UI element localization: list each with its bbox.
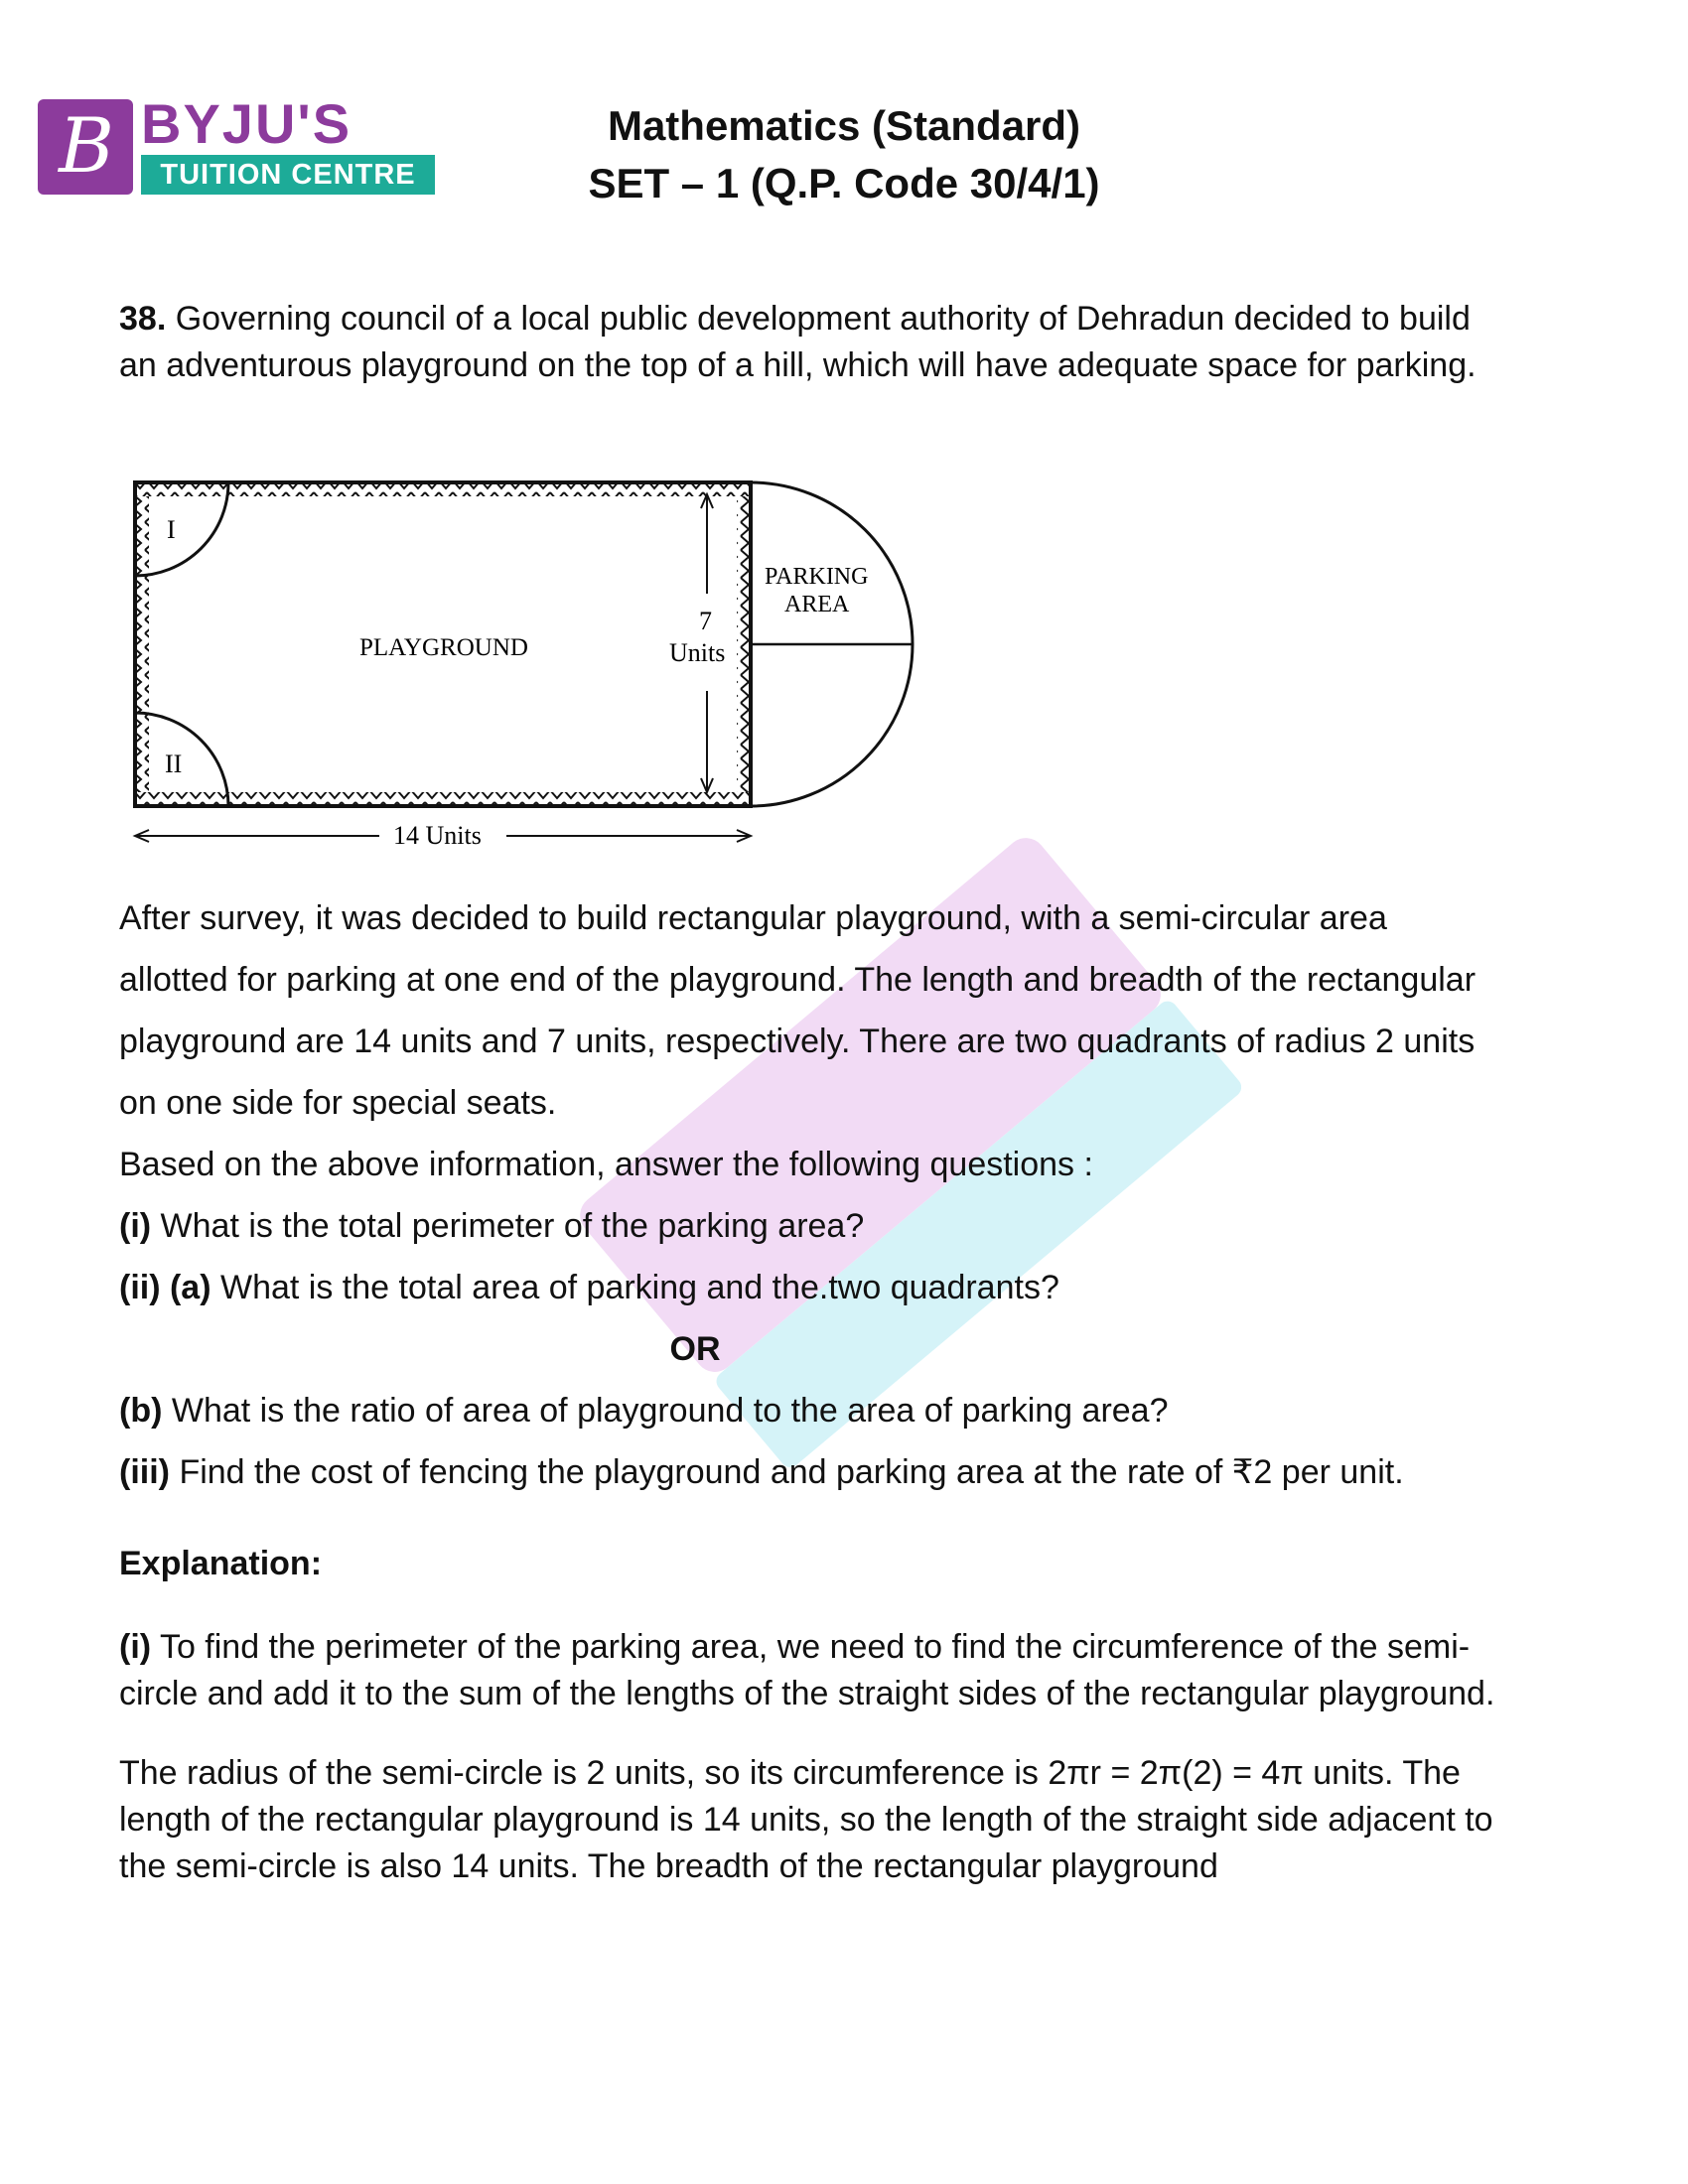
- sub-question-3-label: (iii): [119, 1453, 170, 1491]
- sub-question-1-text: What is the total perimeter of the parking area?: [160, 1207, 865, 1245]
- or-separator: OR: [669, 1330, 721, 1368]
- title-line-2: SET – 1 (Q.P. Code 30/4/1): [588, 160, 1100, 206]
- diagram-svg: [119, 467, 943, 854]
- fence-right: [737, 496, 749, 792]
- logo-letter-icon: B: [59, 101, 114, 190]
- label-quadrant-1: I: [167, 515, 176, 544]
- question-intro: [119, 296, 1499, 389]
- label-parking-1: PARKING: [765, 564, 869, 590]
- label-height-2: Units: [669, 638, 726, 667]
- sub-question-2a: [119, 1257, 1499, 1318]
- question-number: 38.: [119, 300, 167, 338]
- logo-brand: BYJU'S: [141, 92, 352, 155]
- sub-question-2b: [119, 1380, 1499, 1441]
- sub-question-3: [119, 1441, 1499, 1503]
- label-quadrant-2: II: [165, 750, 183, 778]
- explanation-paragraph-2: The radius of the semi-circle is 2 units, so its circumference is 2πr = 2π(2) = 4π units. The length of the rectangular playground is 14 units, so the length of the straight side adjacent to the semi-circle is also 14 units. The breadth of the rectangular playground: [119, 1754, 1493, 1885]
- playground-diagram: [119, 467, 943, 854]
- quadrant-1-arc: [135, 482, 228, 576]
- explanation-p1-text: To find the perimeter of the parking area, we need to find the circumference of the semi-circle and add it to the sum of the lengths of the straight sides of the rectangular playground.: [119, 1628, 1495, 1712]
- sub-question-1-label: (i): [119, 1207, 152, 1245]
- label-width: 14 Units: [393, 821, 482, 850]
- sub-question-2a-label: (ii) (a): [119, 1269, 211, 1306]
- explanation-body: [119, 1624, 1499, 1923]
- question-prompt: Based on the above information, answer the following questions :: [119, 1146, 1093, 1183]
- question-description: After survey, it was decided to build rectangular playground, with a semi-circular area allotted for parking at one end of the playground. The length and breadth of the rectangular playground are 14 units and 7 units, respectively. There are two quadrants of radius 2 units on one side for special seats.: [119, 899, 1477, 1122]
- label-parking-2: AREA: [784, 592, 850, 617]
- explanation-p1-label: (i): [119, 1628, 152, 1666]
- logo-mark: [38, 99, 133, 195]
- explanation-paragraph-1: [119, 1624, 1499, 1717]
- page-title: [536, 97, 1152, 212]
- sub-question-3-text: Find the cost of fencing the playground and parking area at the rate of ₹2 per unit.: [179, 1453, 1404, 1491]
- explanation-heading: Explanation:: [119, 1545, 323, 1582]
- logo-subtitle: TUITION CENTRE: [141, 155, 435, 195]
- sub-question-2b-text: What is the ratio of area of playground to the area of parking area?: [171, 1392, 1169, 1430]
- label-height-1: 7: [699, 607, 712, 635]
- sub-question-2b-label: (b): [119, 1392, 163, 1430]
- fence-left: [137, 496, 149, 792]
- question-body: [119, 887, 1499, 1503]
- question-intro-text: Governing council of a local public development authority of Dehradun decided to build an adventurous playground on the top of a hill, which will have adequate space for parking.: [119, 300, 1477, 384]
- label-playground: PLAYGROUND: [359, 634, 528, 661]
- sub-question-2a-text: What is the total area of parking and the.two quadrants?: [220, 1269, 1059, 1306]
- byjus-logo: [38, 92, 439, 199]
- sub-question-1: [119, 1195, 1499, 1257]
- title-line-1: Mathematics (Standard): [607, 102, 1081, 149]
